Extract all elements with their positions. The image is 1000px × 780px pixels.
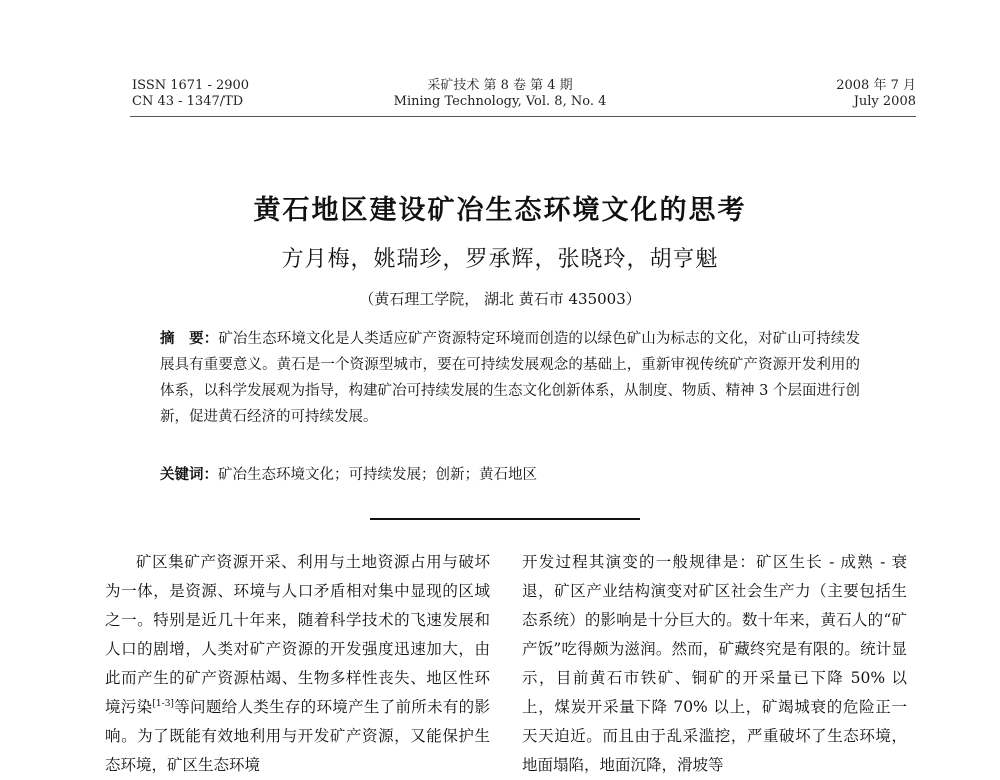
journal-name-cn: 采矿技术 第 8 卷 第 4 期 <box>427 78 573 93</box>
keywords-label: 关键词： <box>160 467 218 483</box>
journal-name-en: Mining Technology, Vol. 8, No. 4 <box>393 94 607 109</box>
cn-number: CN 43 - 1347/TD <box>132 94 244 109</box>
journal-header-right <box>836 78 916 110</box>
citation-ref: [1-3] <box>152 698 174 709</box>
body-left-text-a: 矿区集矿产资源开采、利用与土地资源占用与破坏为一体，是资源、环境与人口矛盾相对集中显现的区域之一。特别是近几十年来，随着科学技术的飞速发展和人口的剧增，人类对矿产资源的开发强度迅速加大，由此而产生的矿产资源枯竭、生物多样性丧失、地区性环境污染 <box>105 553 490 716</box>
body-left-text-b: 等问题给人类生存的环境产生了前所未有的影响。为了既能有效地利用与开发矿产资源，又能保护生态环境，矿区生态环境 <box>105 698 490 774</box>
header-divider <box>130 116 916 117</box>
article-authors: 方月梅，姚瑞珍，罗承辉，张晓玲，胡亨魁 <box>281 247 719 272</box>
keywords-text: 矿冶生态环境文化；可持续发展；创新；黄石地区 <box>218 467 537 483</box>
abstract-label: 摘 要： <box>160 331 219 347</box>
article-title: 黄石地区建设矿冶生态环境文化的思考 <box>253 195 747 226</box>
body-column-right <box>522 548 907 780</box>
author-affiliation: （黄石理工学院， 湖北 黄石市 435003） <box>359 290 641 308</box>
keywords <box>160 462 860 488</box>
section-separator <box>370 518 640 520</box>
abstract <box>160 326 860 430</box>
issue-date-cn: 2008 年 7 月 <box>836 78 916 93</box>
abstract-text: 矿冶生态环境文化是人类适应矿产资源特定环境而创造的以绿色矿山为标志的文化，对矿山可持续发展具有重要意义。黄石是一个资源型城市，要在可持续发展观念的基础上，重新审视传统矿产资源开发利用的体系，以科学发展观为指导，构建矿冶可持续发展的生态文化创新体系，从制度、物质、精神 3 个层面进行创新，促进黄石经济的可持续发展。 <box>160 331 860 425</box>
issue-date-en: July 2008 <box>853 94 916 109</box>
body-column-left <box>105 548 490 780</box>
issn: ISSN 1671 - 2900 <box>132 78 250 93</box>
body-right-text: 开发过程其演变的一般规律是：矿区生长 - 成熟 - 衰退，矿区产业结构演变对矿区社会生产力（主要包括生态系统）的影响是十分巨大的。数十年来，黄石人的“矿产饭”吃得颇为滋润。然而，矿藏终究是有限的。统计显示，目前黄石市铁矿、铜矿的开采量已下降 50% 以上，煤炭开采量下降 70% 以上，矿竭城衰的危险正一天天迫近。而且由于乱采滥挖，严重破坏了生态环境，地面塌陷，地面沉降，滑坡等 <box>522 553 907 774</box>
